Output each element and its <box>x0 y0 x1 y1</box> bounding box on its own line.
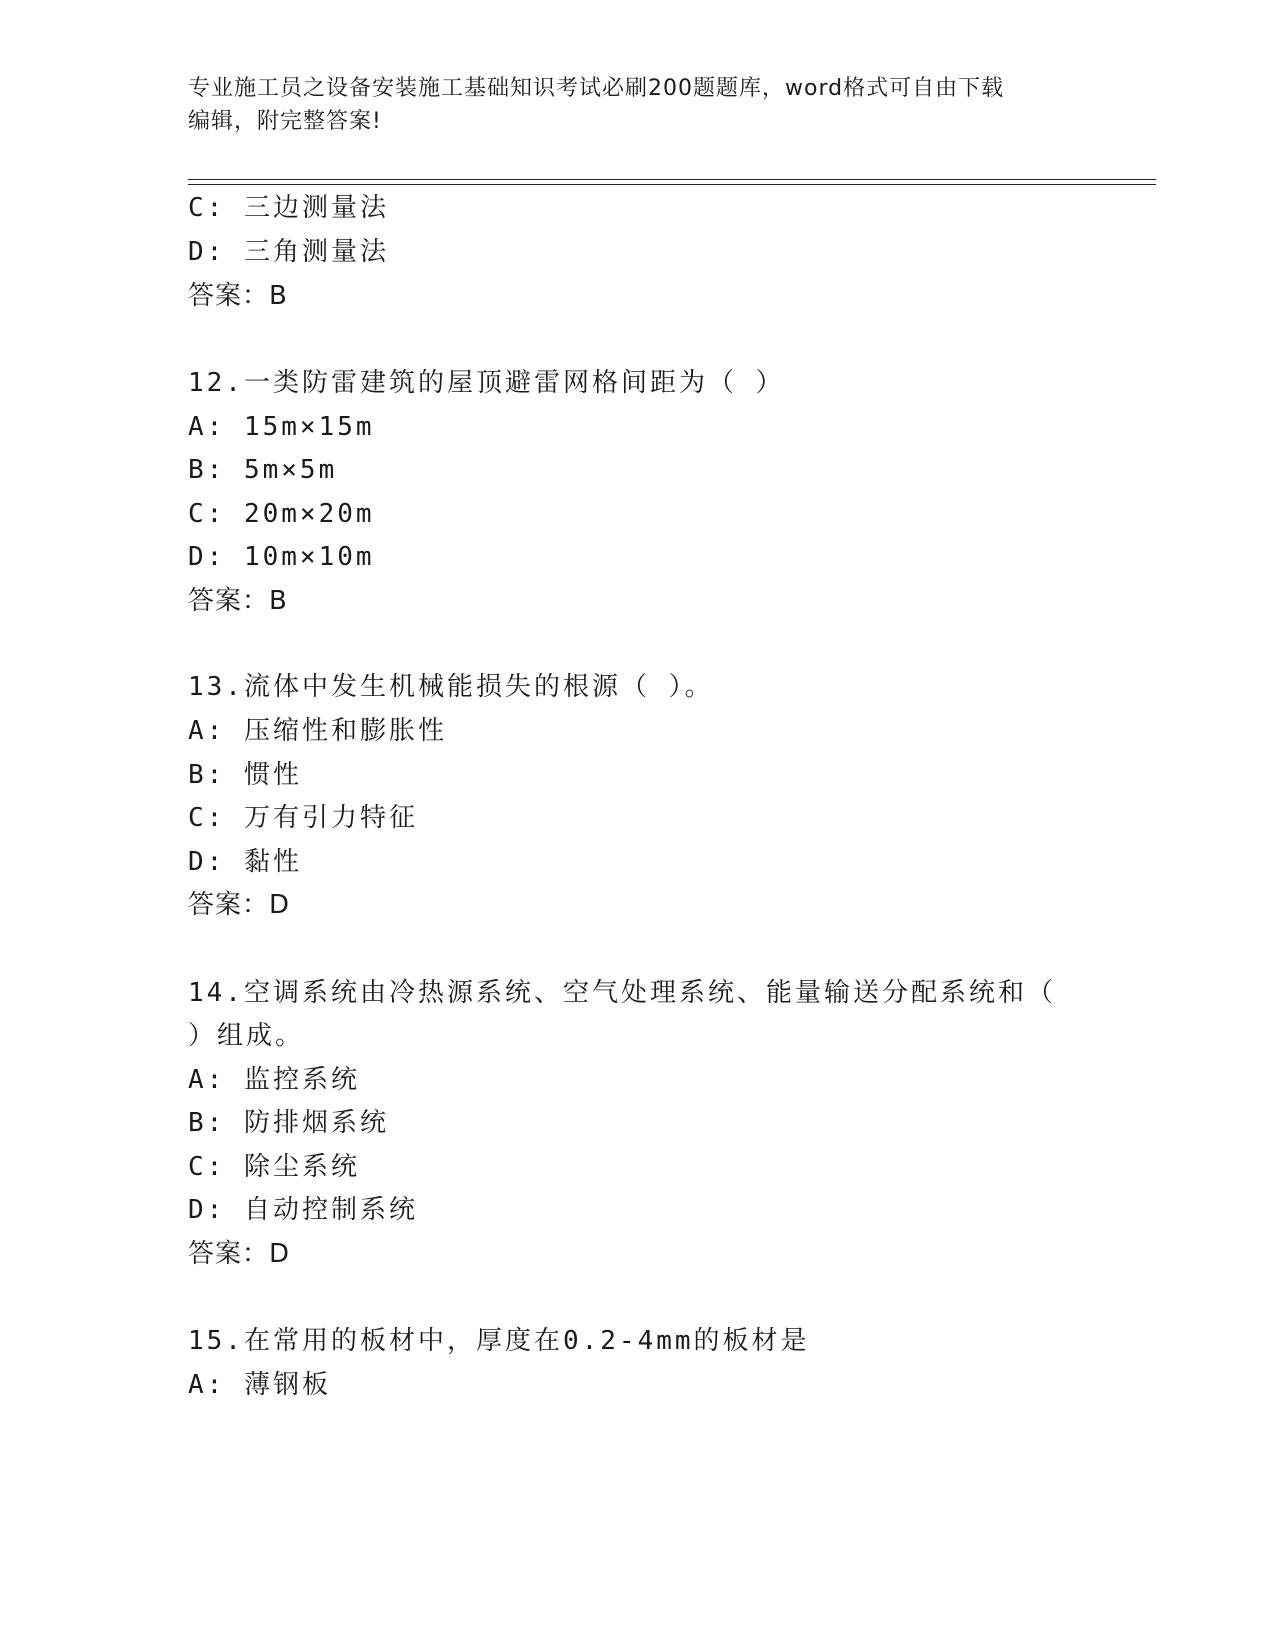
option-line: D: 三角测量法 <box>188 237 389 267</box>
option-line: B: 惯性 <box>188 760 302 790</box>
header-title-line-1: 专业施工员之设备安装施工基础知识考试必刷200题题库，word格式可自由下载 <box>188 76 1005 101</box>
document-header <box>188 72 1068 138</box>
option-line: D: 黏性 <box>188 847 302 877</box>
option-line: D: 自动控制系统 <box>188 1195 418 1225</box>
answer-line: 答案：D <box>188 890 291 920</box>
header-divider-bottom <box>188 184 1156 185</box>
question-line: 14.空调系统由冷热源系统、空气处理系统、能量输送分配系统和（ <box>188 978 1056 1008</box>
option-line: A: 压缩性和膨胀性 <box>188 716 447 746</box>
header-divider-top <box>188 179 1156 180</box>
header-title-line-2: 编辑，附完整答案! <box>188 109 382 134</box>
question-line: 12.一类防雷建筑的屋顶避雷网格间距为（ ） <box>188 368 785 398</box>
question-line: 13.流体中发生机械能损失的根源（ ）。 <box>188 672 714 702</box>
option-line: D: 10m×10m <box>188 542 375 572</box>
option-line: C: 三边测量法 <box>188 193 389 223</box>
question-line: 15.在常用的板材中，厚度在0.2-4mm的板材是 <box>188 1326 810 1356</box>
option-line: B: 防排烟系统 <box>188 1108 389 1138</box>
option-line: C: 除尘系统 <box>188 1152 360 1182</box>
option-line: C: 20m×20m <box>188 499 375 529</box>
option-line: A: 薄钢板 <box>188 1370 331 1400</box>
answer-line: 答案：B <box>188 281 288 311</box>
question-line-continued: ）组成。 <box>188 1021 305 1051</box>
option-line: A: 15m×15m <box>188 412 375 442</box>
option-line: B: 5m×5m <box>188 455 338 485</box>
answer-line: 答案：D <box>188 1239 291 1269</box>
option-line: A: 监控系统 <box>188 1065 360 1095</box>
option-line: C: 万有引力特征 <box>188 803 418 833</box>
answer-line: 答案：B <box>188 586 288 616</box>
